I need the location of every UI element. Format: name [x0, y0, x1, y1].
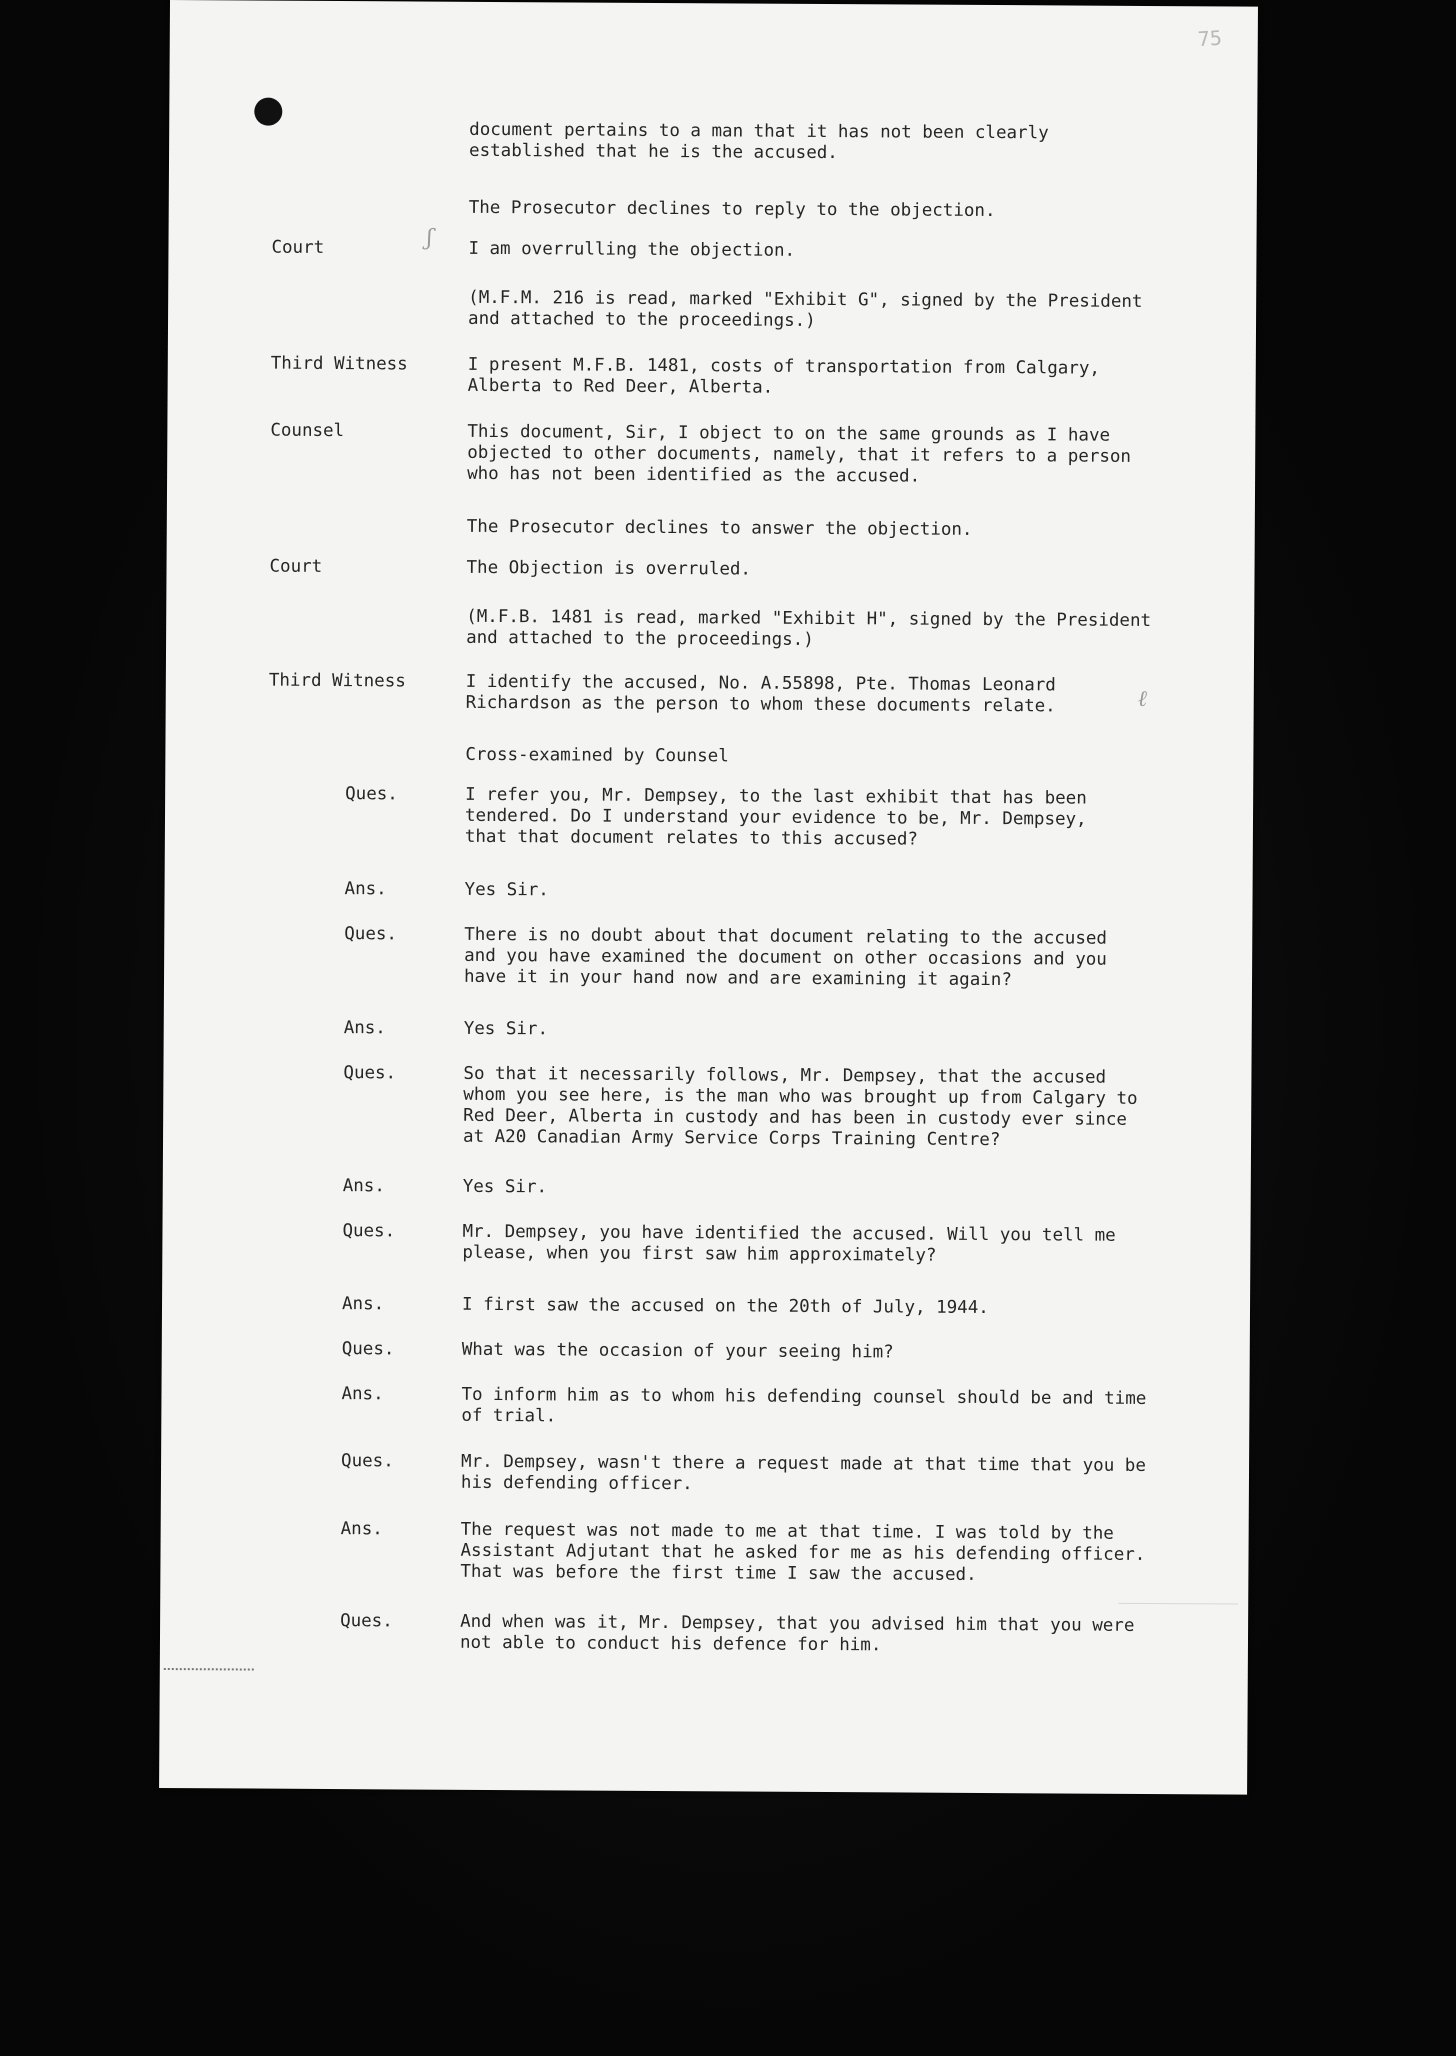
transcript-entry	[166, 605, 1254, 650]
page-number: 75	[1196, 25, 1223, 52]
transcript-entry	[168, 286, 1256, 331]
entry-text: Cross-examined by Counsel	[465, 744, 729, 767]
speaker-label: Ans.	[341, 1384, 384, 1405]
margin-check-mark: ℓ	[1137, 686, 1147, 712]
transcript-entry	[167, 556, 1255, 580]
entry-text: Yes Sir.	[462, 1176, 548, 1198]
transcript-entry	[167, 515, 1255, 540]
transcript-entry	[162, 1383, 1250, 1427]
entry-text: The Prosecutor declines to answer the objection.	[466, 516, 973, 540]
entry-text: This document, Sir, I object to on the same grounds as I have objected to other documents, namely, that it refers to a person who has not been identified as the accused.	[467, 421, 1132, 487]
transcript-entry	[165, 743, 1253, 767]
transcript-entry	[163, 1175, 1251, 1198]
entry-text: I am overrulling the objection.	[468, 238, 796, 261]
margin-check-mark: ʃ	[426, 225, 433, 251]
transcript-entry	[160, 1610, 1248, 1656]
speaker-label: Ques.	[342, 1221, 396, 1242]
transcript-entry	[162, 1293, 1250, 1319]
speaker-label: Third Witness	[268, 670, 406, 692]
entry-text: I present M.F.B. 1481, costs of transportation from Calgary, Alberta to Red Deer, Alberta.	[467, 354, 1100, 398]
transcript-entry	[162, 1338, 1250, 1363]
transcript-entry	[169, 237, 1257, 261]
entry-text: Yes Sir.	[463, 1018, 549, 1040]
speaker-label: Ques.	[341, 1451, 394, 1472]
transcript-entry	[164, 1017, 1252, 1040]
punch-hole	[254, 98, 282, 126]
entry-text: I first saw the accused on the 20th of July, 1944.	[461, 1294, 989, 1319]
speaker-label: Counsel	[270, 420, 345, 442]
margin-mark	[1118, 1603, 1238, 1605]
transcript-entry	[164, 1062, 1252, 1151]
entry-text: So that it necessarily follows, Mr. Dempsey, that the accused whom you see here, is the man who was brought up from Calgary to Red Deer, Alberta in custody and has been in custody ever since at A20 Canadian Army Service Corps Training Centre?	[463, 1063, 1138, 1151]
transcript-entry	[161, 1518, 1249, 1585]
speaker-label: Ans.	[342, 1176, 385, 1197]
speaker-label: Ans.	[341, 1294, 385, 1315]
entry-text: The Objection is overruled.	[466, 557, 752, 580]
entry-text: (M.F.M. 216 is read, marked "Exhibit G", signed by the President and attached to the proceedings.)	[467, 287, 1143, 331]
transcript-entry	[161, 1450, 1249, 1495]
transcript-entry	[163, 1220, 1251, 1266]
entry-text: The request was not made to me at that time. I was told by the Assistant Adjutant that he asked for me as his defending officer. That was before the first time I saw the accused.	[460, 1519, 1146, 1585]
entry-text: The Prosecutor declines to reply to the objection.	[468, 197, 996, 222]
transcript-entry	[165, 878, 1253, 901]
transcript-entry	[169, 196, 1257, 222]
speaker-label: Court	[271, 237, 325, 258]
speaker-label: Third Witness	[270, 353, 408, 375]
margin-mark	[164, 1668, 254, 1671]
speaker-label: Ques.	[340, 1611, 393, 1632]
speaker-label: Ques.	[341, 1339, 395, 1360]
transcript-entry	[164, 923, 1252, 991]
entry-text: Mr. Dempsey, wasn't there a request made at that time that you be his defending officer.	[460, 1451, 1146, 1495]
speaker-label: Ans.	[343, 1018, 386, 1039]
speaker-label: Ques.	[344, 924, 398, 945]
entry-text: I identify the accused, No. A.55898, Pte. Thomas Leonard Richardson as the person to whom these documents relate.	[465, 671, 1056, 717]
transcript-entry	[166, 670, 1254, 717]
entry-text: What was the occasion of your seeing him?	[461, 1339, 894, 1363]
speaker-label: Ans.	[340, 1519, 383, 1540]
entry-text: And when was it, Mr. Dempsey, that you advised him that you were not able to conduct his defence for him.	[459, 1611, 1135, 1656]
entry-text: Yes Sir.	[464, 879, 549, 901]
entry-text: To inform him as to whom his defending counsel should be and time of trial.	[461, 1384, 1147, 1427]
transcript-entry	[169, 118, 1257, 164]
entry-text: (M.F.B. 1481 is read, marked "Exhibit H", signed by the President and attached to the proceedings.)	[466, 606, 1152, 650]
transcript-entry	[165, 783, 1253, 850]
entry-text: There is no doubt about that document relating to the accused and you have examined the document on other occasions and you have it in your hand now and are examining it again?	[463, 924, 1108, 991]
entry-text: I refer you, Mr. Dempsey, to the last exhibit that has been tendered. Do I understand your evidence to be, Mr. Dempsey, that that document relates to this accused?	[464, 784, 1087, 850]
transcript-entry	[167, 420, 1255, 487]
speaker-label: Court	[269, 556, 323, 577]
speaker-label: Ans.	[344, 879, 387, 900]
document-page	[159, 0, 1258, 1795]
entry-text: Mr. Dempsey, you have identified the accused. Will you tell me please, when you first saw him approximately?	[462, 1221, 1116, 1266]
entry-text: document pertains to a man that it has not been clearly established that he is the accused.	[469, 119, 1049, 164]
transcript-entry	[168, 353, 1256, 398]
speaker-label: Ques.	[343, 1063, 397, 1084]
speaker-label: Ques.	[345, 784, 398, 805]
